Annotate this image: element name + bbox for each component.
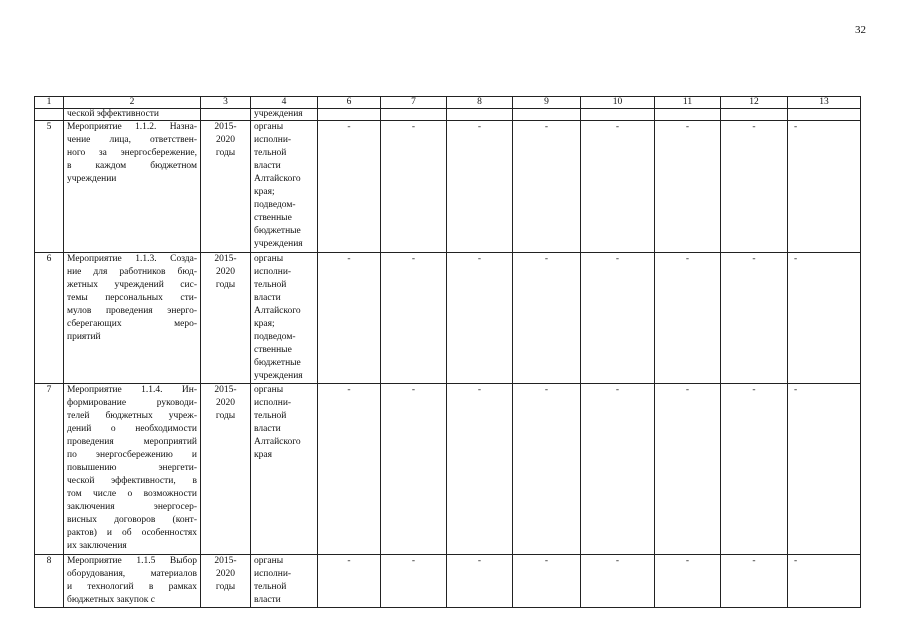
text-line: годы — [215, 411, 236, 421]
table-row — [35, 121, 861, 253]
cell-num: 6 — [35, 253, 64, 384]
text-line: 2015- — [214, 385, 237, 395]
text-line: власти — [254, 595, 281, 605]
cell-executor — [251, 555, 318, 608]
table-row — [35, 555, 861, 608]
text-line: 2015- — [214, 122, 237, 132]
cell-value: - — [318, 121, 381, 253]
cell-num — [35, 109, 64, 121]
text-line: ческой эффективности, в — [67, 476, 197, 486]
cell-value: - — [655, 253, 721, 384]
cell-value: - — [581, 384, 655, 555]
text-line: исполни- — [254, 267, 292, 277]
text-line: жетных учреждений сис- — [67, 280, 197, 290]
cell-value: - — [447, 121, 513, 253]
text-line: ственные — [254, 345, 292, 355]
text-line: в каждом бюджетном — [67, 161, 197, 171]
text-line: повышению энергети- — [67, 463, 197, 473]
text-line: Алтайского — [254, 174, 301, 184]
cell-value: - — [721, 555, 788, 608]
continuation-row — [35, 109, 861, 121]
table-row — [35, 384, 861, 555]
cell-executor — [251, 121, 318, 253]
header-cell-3: 3 — [201, 97, 251, 109]
text-line: подведом- — [254, 332, 296, 342]
text-line: учреждения — [254, 239, 303, 249]
cell-num: 8 — [35, 555, 64, 608]
cell-value: - — [655, 384, 721, 555]
text-line: висных договоров (конт- — [67, 515, 197, 525]
text-line: органы — [254, 556, 284, 566]
text-line: приятий — [67, 332, 101, 342]
header-cell-10: 10 — [581, 97, 655, 109]
text-line: власти — [254, 424, 281, 434]
cell-value: - — [655, 555, 721, 608]
header-row — [35, 97, 861, 109]
cell-value: - — [318, 253, 381, 384]
text-line: годы — [215, 582, 236, 592]
header-cell-8: 8 — [447, 97, 513, 109]
text-line: бюджетных закупок с — [67, 595, 155, 605]
header-cell-12: 12 — [721, 97, 788, 109]
cell-value: - — [581, 121, 655, 253]
text-line: рактов) и об особенностях — [67, 528, 197, 538]
text-line: края — [254, 450, 272, 460]
cell-value: - — [381, 121, 447, 253]
cell-num: 5 — [35, 121, 64, 253]
text-line: ственные — [254, 213, 292, 223]
text-line: 2015- — [214, 556, 237, 566]
cell-value: - — [721, 384, 788, 555]
text-line: сберегающих меро- — [67, 319, 197, 329]
header-cell-2: 2 — [64, 97, 201, 109]
cell-value: - — [788, 253, 861, 384]
text-line: учреждения — [254, 371, 303, 381]
cell-value: - — [513, 121, 581, 253]
cell-value: - — [581, 253, 655, 384]
text-line: годы — [215, 148, 236, 158]
cell-value: - — [318, 384, 381, 555]
text-line: темы персональных сти- — [67, 293, 197, 303]
cell-value: - — [721, 253, 788, 384]
text-line: тельной — [254, 148, 287, 158]
cell-value: - — [655, 121, 721, 253]
text-line: края; — [254, 319, 275, 329]
text-line: 2020 — [216, 135, 235, 145]
cell-name — [64, 555, 201, 608]
cell-value: - — [788, 121, 861, 253]
text-line: исполни- — [254, 398, 292, 408]
text-line: органы — [254, 385, 284, 395]
cell-name — [64, 121, 201, 253]
text-line: Алтайского — [254, 306, 301, 316]
cell-value: - — [513, 253, 581, 384]
cell-value: - — [447, 555, 513, 608]
measures-table — [34, 96, 861, 608]
cell-period — [201, 121, 251, 253]
cell-period — [201, 109, 251, 121]
text-line: тельной — [254, 280, 287, 290]
cell-name — [64, 253, 201, 384]
text-line: власти — [254, 161, 281, 171]
cell-value: - — [447, 253, 513, 384]
text-line: бюджетные — [254, 226, 301, 236]
header-cell-11: 11 — [655, 97, 721, 109]
text-line: органы — [254, 122, 284, 132]
text-line: 2020 — [216, 569, 235, 579]
text-line: подведом- — [254, 200, 296, 210]
header-cell-7: 7 — [381, 97, 447, 109]
header-cell-1: 1 — [35, 97, 64, 109]
text-line: по энергосбережению и — [67, 450, 197, 460]
cell-name — [64, 384, 201, 555]
cell-value: - — [381, 384, 447, 555]
text-line: телей бюджетных учреж- — [67, 411, 197, 421]
text-line: заключения энергосер- — [67, 502, 197, 512]
text-line: Мероприятие 1.1.5 Выбор — [67, 556, 197, 566]
text-line: 2020 — [216, 267, 235, 277]
header-cell-13: 13 — [788, 97, 861, 109]
text-line: Мероприятие 1.1.2. Назна- — [67, 122, 197, 132]
text-line: и технологий в рамках — [67, 582, 197, 592]
cell-value: - — [381, 253, 447, 384]
cell-executor — [251, 384, 318, 555]
cell-period — [201, 555, 251, 608]
text-line: 2020 — [216, 398, 235, 408]
cell-value: - — [788, 384, 861, 555]
text-line: края; — [254, 187, 275, 197]
cell-value: - — [581, 555, 655, 608]
text-line: Мероприятие 1.1.3. Созда- — [67, 254, 197, 264]
page-number: 32 — [855, 24, 866, 36]
text-line: мулов проведения энерго- — [67, 306, 197, 316]
cell-value: - — [513, 384, 581, 555]
text-line: учреждении — [67, 174, 117, 184]
cell-value: - — [447, 384, 513, 555]
text-line: бюджетные — [254, 358, 301, 368]
cell-value: - — [788, 555, 861, 608]
cell-period — [201, 253, 251, 384]
text-line: тельной — [254, 582, 287, 592]
cell-value: - — [513, 555, 581, 608]
header-cell-4: 4 — [251, 97, 318, 109]
header-cell-6: 6 — [318, 97, 381, 109]
text-line: их заключения — [67, 541, 127, 551]
text-line: чение лица, ответствен- — [67, 135, 197, 145]
text-line: тельной — [254, 411, 287, 421]
header-cell-9: 9 — [513, 97, 581, 109]
cell-value: - — [318, 555, 381, 608]
cell-num: 7 — [35, 384, 64, 555]
text-line: годы — [215, 280, 236, 290]
text-line: ного за энергосбережение, — [67, 148, 197, 158]
cell-executor — [251, 253, 318, 384]
text-line: 2015- — [214, 254, 237, 264]
cell-value: - — [721, 121, 788, 253]
cell-name: ческой эффективности — [64, 109, 201, 121]
text-line: дений о необходимости — [67, 424, 197, 434]
text-line: исполни- — [254, 569, 292, 579]
text-line: органы — [254, 254, 284, 264]
text-line: том числе о возможности — [67, 489, 197, 499]
text-line: власти — [254, 293, 281, 303]
text-line: оборудования, материалов — [67, 569, 197, 579]
text-line: Алтайского — [254, 437, 301, 447]
cell-value: - — [381, 555, 447, 608]
text-line: исполни- — [254, 135, 292, 145]
table-row — [35, 253, 861, 384]
text-line: Мероприятие 1.1.4. Ин- — [67, 385, 197, 395]
text-line: проведения мероприятий — [67, 437, 197, 447]
cell-period — [201, 384, 251, 555]
text-line: формирование руководи- — [67, 398, 197, 408]
cell-executor: учреждения — [251, 109, 318, 121]
text-line: ние для работников бюд- — [67, 267, 197, 277]
